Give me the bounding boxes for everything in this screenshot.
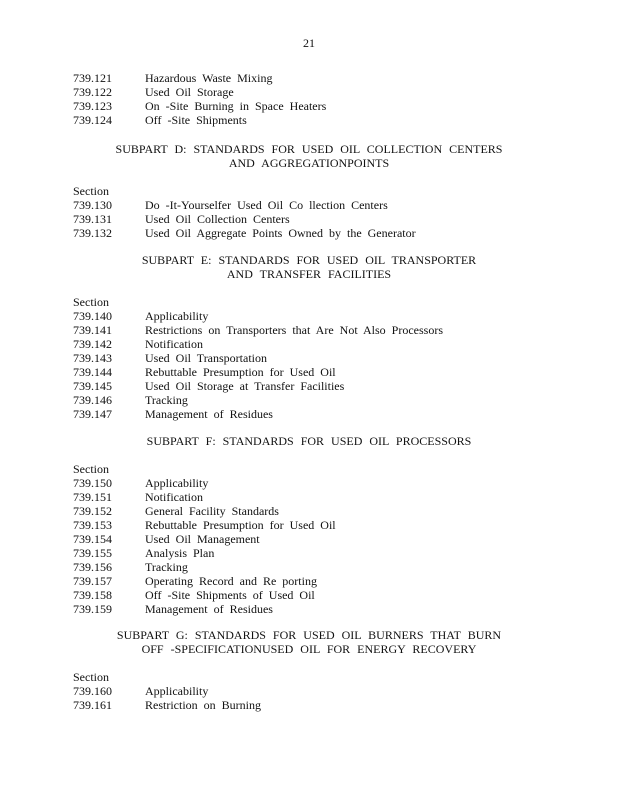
section-title: Rebuttable Presumption for Used Oil	[145, 518, 336, 532]
subpart-heading-line: SUBPART D: STANDARDS FOR USED OIL COLLECTION CENTERS	[115, 142, 503, 156]
section-number: 739.143	[73, 351, 112, 365]
toc-row	[0, 85, 618, 99]
section-number: 739.150	[73, 476, 112, 490]
section-title: Restrictions on Transporters that Are Not Also Processors	[145, 323, 443, 337]
toc-row	[0, 518, 618, 532]
section-number: 739.124	[73, 113, 112, 127]
section-title: Management of Residues	[145, 407, 273, 421]
toc-block-subpart-g	[0, 670, 618, 712]
section-title: Tracking	[145, 393, 188, 407]
section-title: Hazardous Waste Mixing	[145, 71, 273, 85]
toc-row	[0, 504, 618, 518]
section-number: 739.147	[73, 407, 112, 421]
section-title: Used Oil Management	[145, 532, 260, 546]
toc-row	[0, 212, 618, 226]
section-number: 739.155	[73, 546, 112, 560]
section-number: 739.130	[73, 198, 112, 212]
section-number: 739.159	[73, 602, 112, 616]
toc-row	[0, 323, 618, 337]
subpart-heading-line: SUBPART E: STANDARDS FOR USED OIL TRANSPORTER	[141, 253, 477, 267]
section-number: 739.142	[73, 337, 112, 351]
section-number: 739.146	[73, 393, 112, 407]
toc-row	[0, 698, 618, 712]
toc-row	[0, 407, 618, 421]
section-title: Tracking	[145, 560, 188, 574]
toc-row	[0, 532, 618, 546]
section-label-row	[0, 670, 618, 684]
toc-row	[0, 309, 618, 323]
section-number: 739.153	[73, 518, 112, 532]
section-title: Applicability	[145, 309, 209, 323]
section-label-row	[0, 462, 618, 476]
toc-row	[0, 99, 618, 113]
section-label: Section	[73, 462, 109, 476]
section-title: Restriction on Burning	[145, 698, 261, 712]
section-title: General Facility Standards	[145, 504, 279, 518]
subpart-heading-line: SUBPART F: STANDARDS FOR USED OIL PROCESSORS	[146, 434, 472, 448]
section-title: Applicability	[145, 684, 209, 698]
toc-row	[0, 337, 618, 351]
section-label-row	[0, 295, 618, 309]
toc-row	[0, 226, 618, 240]
section-title: Notification	[145, 490, 203, 504]
section-number: 739.140	[73, 309, 112, 323]
subpart-f-heading	[0, 434, 618, 448]
toc-row	[0, 113, 618, 127]
section-title: Operating Record and Re porting	[145, 574, 317, 588]
toc-row	[0, 351, 618, 365]
toc-block-subpart-f	[0, 462, 618, 616]
section-title: Used Oil Aggregate Points Owned by the Generator	[145, 226, 416, 240]
section-number: 739.152	[73, 504, 112, 518]
section-number: 739.157	[73, 574, 112, 588]
toc-block-subpart-d	[0, 184, 618, 240]
section-label-row	[0, 184, 618, 198]
section-title: Applicability	[145, 476, 209, 490]
section-number: 739.144	[73, 365, 112, 379]
section-title: On -Site Burning in Space Heaters	[145, 99, 327, 113]
toc-row	[0, 379, 618, 393]
toc-row	[0, 588, 618, 602]
section-title: Analysis Plan	[145, 546, 215, 560]
section-title: Off -Site Shipments of Used Oil	[145, 588, 315, 602]
toc-row	[0, 393, 618, 407]
section-title: Used Oil Transportation	[145, 351, 268, 365]
toc-row	[0, 365, 618, 379]
subpart-heading-line: SUBPART G: STANDARDS FOR USED OIL BURNERS THAT BURN	[116, 628, 502, 642]
section-number: 739.131	[73, 212, 112, 226]
section-title: Do -It-Yourselfer Used Oil Co llection Centers	[145, 198, 388, 212]
subpart-heading-line: OFF -SPECIFICATIONUSED OIL FOR ENERGY RECOVERY	[141, 642, 477, 656]
section-label: Section	[73, 295, 109, 309]
section-title: Rebuttable Presumption for Used Oil	[145, 365, 336, 379]
toc-row	[0, 602, 618, 616]
section-number: 739.156	[73, 560, 112, 574]
section-number: 739.160	[73, 684, 112, 698]
toc-row	[0, 684, 618, 698]
toc-row	[0, 490, 618, 504]
section-title: Management of Residues	[145, 602, 273, 616]
toc-block-subpart-e	[0, 295, 618, 421]
subpart-d-heading	[0, 142, 618, 170]
subpart-g-heading	[0, 628, 618, 656]
section-number: 739.154	[73, 532, 112, 546]
section-title: Off -Site Shipments	[145, 113, 247, 127]
toc-row	[0, 560, 618, 574]
toc-row	[0, 198, 618, 212]
section-number: 739.132	[73, 226, 112, 240]
toc-row	[0, 546, 618, 560]
subpart-heading-line: AND TRANSFER FACILITIES	[226, 267, 392, 281]
section-number: 739.151	[73, 490, 112, 504]
page-number: 21	[303, 36, 315, 50]
section-label: Section	[73, 670, 109, 684]
section-title: Used Oil Collection Centers	[145, 212, 290, 226]
section-title: Notification	[145, 337, 203, 351]
section-title: Used Oil Storage	[145, 85, 234, 99]
toc-block-general	[0, 71, 618, 127]
section-number: 739.161	[73, 698, 112, 712]
subpart-e-heading	[0, 253, 618, 281]
section-number: 739.158	[73, 588, 112, 602]
toc-row	[0, 574, 618, 588]
section-number: 739.141	[73, 323, 112, 337]
toc-row	[0, 476, 618, 490]
section-title: Used Oil Storage at Transfer Facilities	[145, 379, 345, 393]
section-number: 739.121	[73, 71, 112, 85]
section-number: 739.122	[73, 85, 112, 99]
section-label: Section	[73, 184, 109, 198]
subpart-heading-line: AND AGGREGATIONPOINTS	[228, 156, 390, 170]
section-number: 739.123	[73, 99, 112, 113]
section-number: 739.145	[73, 379, 112, 393]
toc-row	[0, 71, 618, 85]
